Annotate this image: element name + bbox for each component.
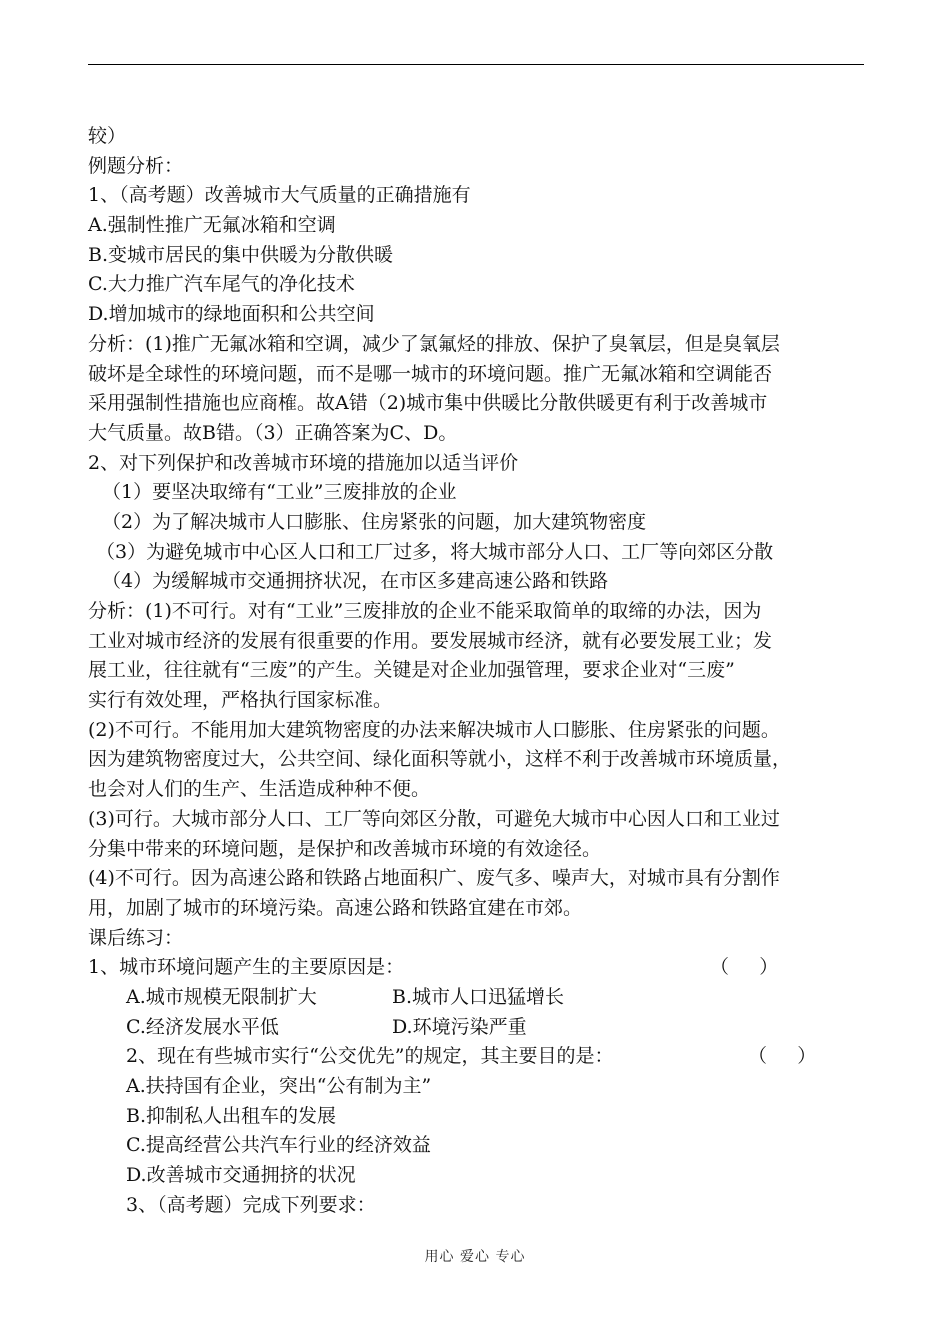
option-a: A.强制性推广无氟冰箱和空调 (88, 214, 336, 237)
exercise-question-2 (88, 1042, 864, 1072)
analysis-line: (4)不可行。因为高速公路和铁路占地面积广、废气多、噪声大，对城市具有分割作 (88, 867, 780, 890)
option-a: A.城市规模无限制扩大 (126, 985, 317, 1008)
measure-item-4: （4）为缓解城市交通拥挤状况，在市区多建高速公路和铁路 (102, 570, 609, 593)
option-b: B.城市人口迅猛增长 (392, 985, 565, 1008)
option-row (88, 983, 864, 1013)
analysis-line: 分析：(1)不可行。对有“工业”三废排放的企业不能采取简单的取缔的办法，因为 (88, 600, 762, 622)
page-footer: 用心 爱心 专心 (424, 1249, 526, 1265)
analysis-line: 因为建筑物密度过大，公共空间、绿化面积等就小，这样不利于改善城市环境质量， (88, 748, 792, 771)
question-text: 2、现在有些城市实行“公交优先”的规定，其主要目的是： (126, 1045, 614, 1068)
exercise-question-3: 3、（高考题）完成下列要求： (126, 1193, 376, 1216)
analysis-line: (3)可行。大城市部分人口、工厂等向郊区分散，可避免大城市中心因人口和工业过 (88, 807, 780, 830)
analysis-line: 采用强制性措施也应商榷。故A错（2)城市集中供暖比分散供暖更有利于改善城市 (88, 392, 768, 415)
option-a: A.扶持国有企业，突出“公有制为主” (126, 1075, 432, 1097)
analysis-line: 破坏是全球性的环境问题，而不是哪一城市的环境问题。推广无氟冰箱和空调能否 (88, 362, 773, 385)
option-c: C.经济发展水平低 (126, 1015, 279, 1038)
option-c: C.提高经营公共汽车行业的经济效益 (126, 1134, 431, 1157)
measure-item-2: （2）为了解决城市人口膨胀、住房紧张的问题，加大建筑物密度 (102, 510, 647, 533)
document-body (88, 122, 864, 1220)
option-c: C.大力推广汽车尾气的净化技术 (88, 273, 355, 296)
option-d: D.增加城市的绿地面积和公共空间 (88, 303, 375, 326)
option-d: D.环境污染严重 (392, 1015, 527, 1038)
analysis-line: 分析：(1)推广无氟冰箱和空调，减少了氯氟烃的排放、保护了臭氧层，但是臭氧层 (88, 332, 780, 355)
measure-item-3: （3）为避免城市中心区人口和工厂过多，将大城市部分人口、工厂等向郊区分散 (96, 540, 774, 563)
question-text: 1、城市环境问题产生的主要原因是： (88, 956, 405, 979)
analysis-line: 也会对人们的生产、生活造成种种不便。 (88, 778, 431, 801)
analysis-line: 工业对城市经济的发展有很重要的作用。要发展城市经济，就有必要发展工业；发 (88, 629, 773, 652)
example-question-1: 1、（高考题）改善城市大气质量的正确措施有 (88, 184, 471, 207)
analysis-line: 展工业，往往就有“三废”的产生。关键是对企业加强管理，要求企业对“三废” (88, 659, 735, 682)
answer-blank: （ ） (710, 956, 779, 979)
answer-blank: （ ） (748, 1045, 817, 1068)
option-b: B.抑制私人出租车的发展 (126, 1104, 337, 1127)
analysis-line: (2)不可行。不能用加大建筑物密度的办法来解决城市人口膨胀、住房紧张的问题。 (88, 718, 780, 741)
text-line: 较） (88, 125, 127, 147)
analysis-line: 实行有效处理，严格执行国家标准。 (88, 689, 393, 712)
option-b: B.变城市居民的集中供暖为分散供暖 (88, 243, 394, 266)
section-heading-exercises: 课后练习： (88, 926, 184, 949)
analysis-line: 分集中带来的环境问题，是保护和改善城市环境的有效途径。 (88, 837, 602, 860)
exercise-question-1 (88, 953, 864, 983)
header-rule (88, 64, 864, 65)
option-row (88, 1013, 864, 1043)
section-heading-examples: 例题分析： (88, 154, 184, 177)
example-question-2: 2、对下列保护和改善城市环境的措施加以适当评价 (88, 451, 519, 474)
measure-item-1: （1）要坚决取缔有“工业”三废排放的企业 (102, 481, 457, 504)
analysis-line: 大气质量。故B错。（3）正确答案为C、D。 (88, 421, 458, 444)
analysis-line: 用，加剧了城市的环境污染。高速公路和铁路宜建在市郊。 (88, 896, 583, 919)
option-d: D.改善城市交通拥挤的状况 (126, 1164, 356, 1187)
